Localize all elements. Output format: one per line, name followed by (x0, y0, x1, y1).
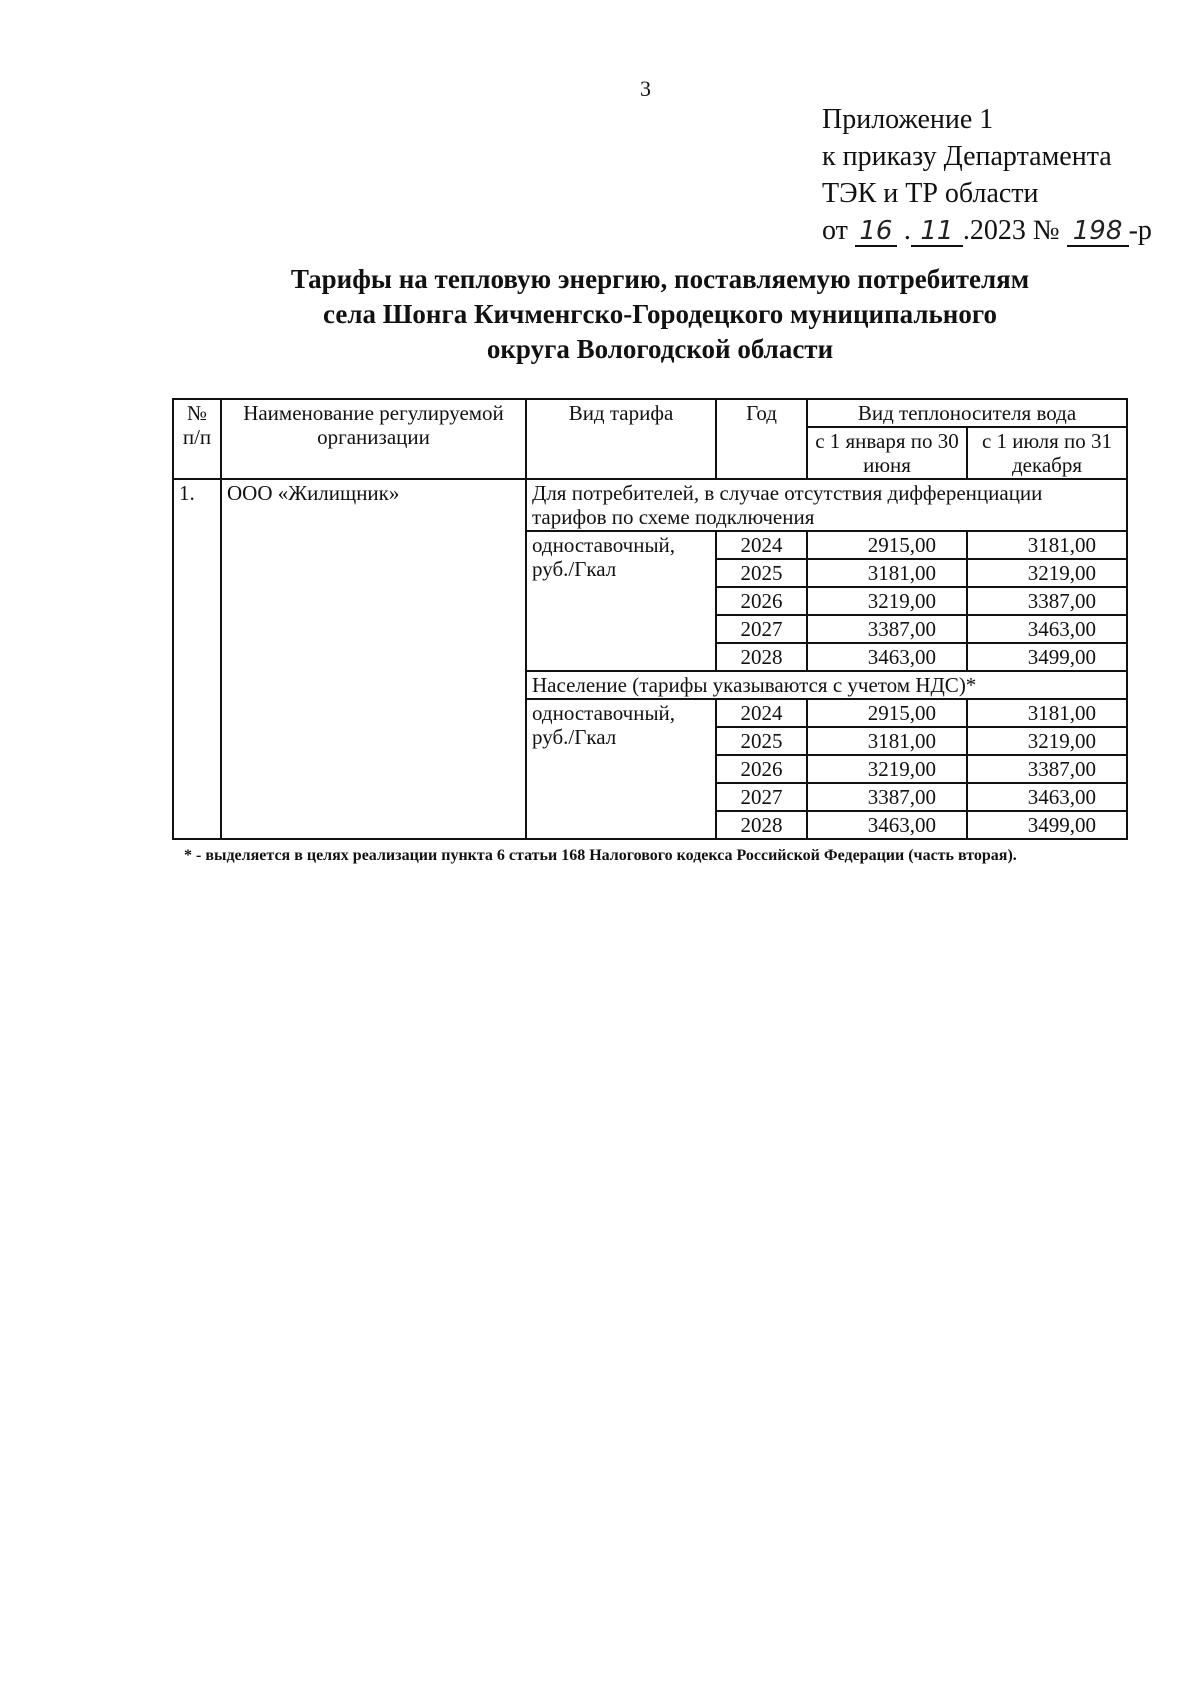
value-cell-h1: 2915,00 (807, 699, 967, 727)
appendix-block (822, 101, 1152, 249)
value-cell-h1: 3181,00 (807, 559, 967, 587)
value-cell-h2: 3499,00 (967, 643, 1127, 671)
number-suffix: -р (1128, 215, 1152, 246)
value-cell-h1: 3219,00 (807, 755, 967, 783)
year-cell: 2027 (716, 783, 807, 811)
value-cell-h2: 3463,00 (967, 615, 1127, 643)
year-cell: 2024 (716, 699, 807, 727)
section-2-heading: Население (тарифы указываются с учетом НДС)* (526, 671, 1127, 699)
value-cell-h1: 3387,00 (807, 783, 967, 811)
appendix-date-line: от 16 . 11 .2023 № 198 -р (822, 215, 1152, 246)
year-cell: 2028 (716, 811, 807, 839)
appendix-department: ТЭК и ТР области (822, 178, 1039, 209)
page-number: 3 (640, 76, 651, 101)
value-cell-h2: 3387,00 (967, 587, 1127, 615)
value-cell-h1: 3463,00 (807, 811, 967, 839)
year-cell: 2025 (716, 727, 807, 755)
title-line-2: села Шонга Кичменгско-Городецкого муниципального (323, 299, 997, 329)
year-cell: 2027 (716, 615, 807, 643)
tariff-table (172, 398, 1128, 840)
value-cell-h2: 3219,00 (967, 559, 1127, 587)
header-tariff-type: Вид тарифа (526, 399, 716, 479)
handwritten-day: 16 (855, 217, 897, 247)
value-cell-h1: 3219,00 (807, 587, 967, 615)
year-cell: 2025 (716, 559, 807, 587)
value-cell-h1: 3387,00 (807, 615, 967, 643)
header-period-1: с 1 января по 30 июня (807, 427, 967, 479)
section-heading-row (173, 479, 1127, 531)
year-cell: 2026 (716, 587, 807, 615)
value-cell-h2: 3181,00 (967, 531, 1127, 559)
header-num: № п/п (173, 399, 221, 479)
header-org: Наименование регулируемой организации (221, 399, 526, 479)
document-title (160, 262, 1160, 367)
value-cell-h1: 3463,00 (807, 643, 967, 671)
value-cell-h1: 2915,00 (807, 531, 967, 559)
value-cell-h1: 3181,00 (807, 727, 967, 755)
year-cell: 2026 (716, 755, 807, 783)
date-prefix: от (822, 215, 848, 246)
title-line-1: Тарифы на тепловую энергию, поставляемую потребителям (290, 264, 1030, 294)
title-line-3: округа Вологодской области (486, 334, 834, 364)
footnote: * - выделяется в целях реализации пункта 6 статьи 168 Налогового кодекса Российской Федерации (часть вторая). (184, 847, 1017, 864)
section-2-tariff-type: одноставочный, руб./Гкал (526, 699, 716, 839)
value-cell-h2: 3181,00 (967, 699, 1127, 727)
appendix-order-ref: к приказу Департамента (822, 141, 1112, 172)
handwritten-month: 11 (911, 217, 963, 247)
value-cell-h2: 3463,00 (967, 783, 1127, 811)
value-cell-h2: 3499,00 (967, 811, 1127, 839)
section-1-heading: Для потребителей, в случае отсутствия дифференциации тарифов по схеме подключения (526, 479, 1127, 531)
year-and-number-sign: .2023 № (962, 215, 1060, 246)
section-1-tariff-type: одноставочный, руб./Гкал (526, 531, 716, 671)
header-year: Год (716, 399, 807, 479)
appendix-title: Приложение 1 (822, 104, 994, 135)
org-name: ООО «Жилищник» (221, 479, 526, 839)
header-carrier: Вид теплоносителя вода (807, 399, 1127, 427)
year-cell: 2024 (716, 531, 807, 559)
value-cell-h2: 3219,00 (967, 727, 1127, 755)
row-number: 1. (173, 479, 221, 839)
year-cell: 2028 (716, 643, 807, 671)
table-header-row (173, 399, 1127, 427)
handwritten-order-number: 198 (1067, 217, 1129, 247)
value-cell-h2: 3387,00 (967, 755, 1127, 783)
header-period-2: с 1 июля по 31 декабря (967, 427, 1127, 479)
